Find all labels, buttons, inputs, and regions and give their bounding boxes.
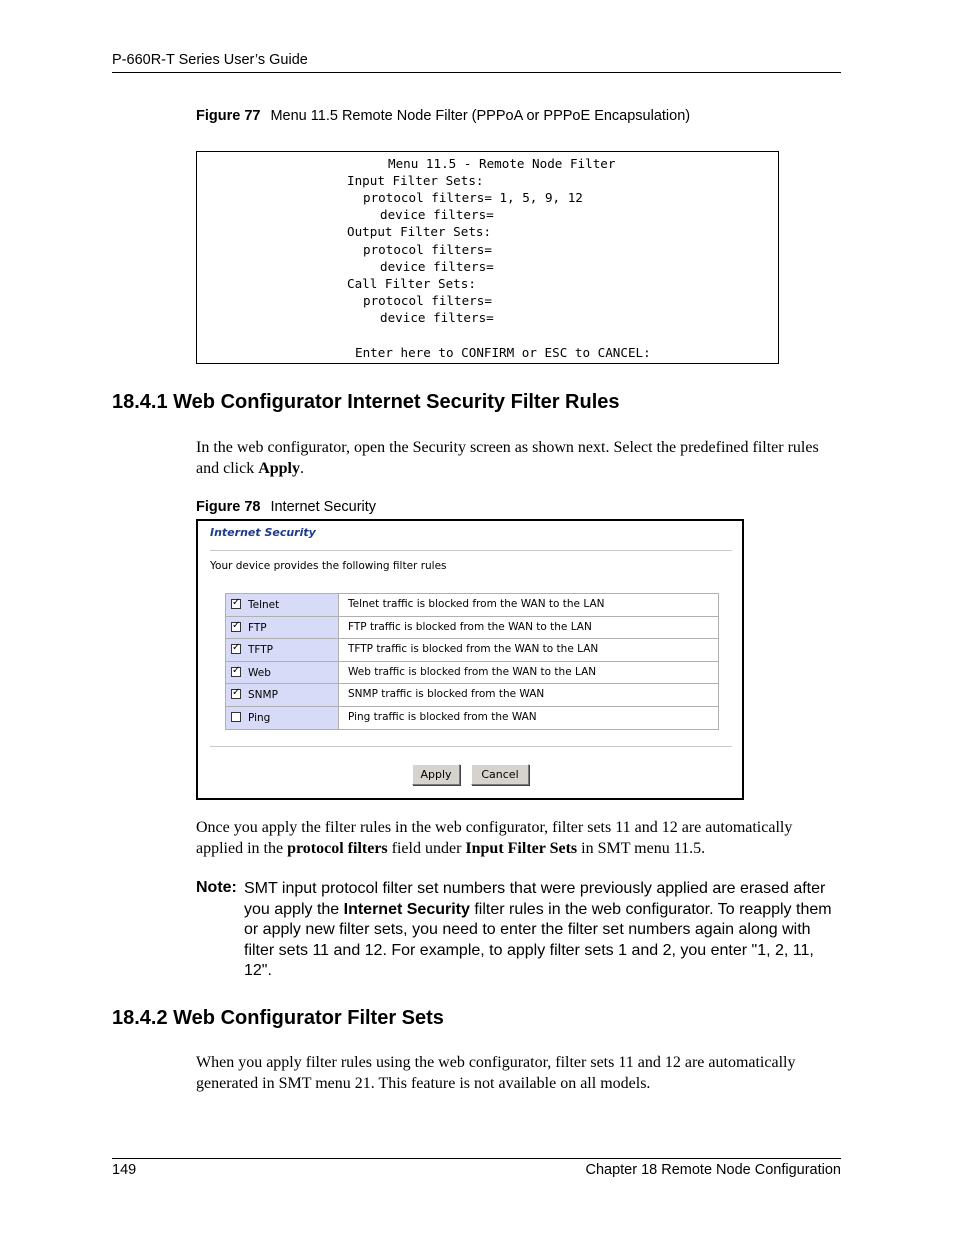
rule-description: Ping traffic is blocked from the WAN (348, 710, 537, 723)
description-cell (339, 707, 718, 730)
rule-description: TFTP traffic is blocked from the WAN to the LAN (348, 643, 599, 655)
paragraph-text: in SMT menu 11.5. (577, 839, 706, 857)
page-number: 149 (112, 1162, 137, 1178)
figure-78-title: Internet Security (270, 499, 377, 515)
note-bold: Internet Security (343, 900, 470, 918)
smt-line: protocol filters= 1, 5, 9, 12 (363, 190, 583, 205)
smt-line: Input Filter Sets: (347, 173, 484, 188)
smt-line: device filters= (380, 259, 494, 274)
description-cell (339, 639, 718, 661)
note-text: SMT input protocol filter set numbers that were previously applied are erased after you apply the (244, 880, 826, 918)
checkmark-icon: ✓ (232, 597, 241, 608)
running-header: P-660R-T Series User’s Guide (112, 52, 308, 68)
smt-line: Call Filter Sets: (347, 276, 476, 291)
paragraph-text: . (300, 459, 304, 477)
rule-cell (226, 707, 339, 730)
figure-77-label: Figure 77 (196, 108, 261, 124)
description-cell (339, 662, 718, 684)
rule-cell (226, 594, 339, 616)
rule-cell (226, 662, 339, 684)
rule-name: FTP (248, 621, 267, 634)
note-body (244, 879, 844, 982)
footer-rule (112, 1158, 841, 1159)
screen-intro-text: Your device provides the following filter rules (210, 560, 447, 572)
figure-77-caption (196, 108, 690, 124)
description-cell (339, 594, 718, 616)
section-heading-18-4-1: 18.4.1 Web Configurator Internet Security Filter Rules (112, 391, 620, 413)
paragraph-intro (196, 438, 841, 479)
paragraph-text: Once you apply the filter rules in the web configurator, filter sets 11 and 12 are automatically applied in the (196, 819, 793, 857)
rule-name: Ping (248, 711, 271, 724)
paragraph-bold: Apply (258, 459, 300, 477)
rule-description: SNMP traffic is blocked from the WAN (348, 688, 545, 700)
rule-cell (226, 617, 339, 639)
paragraph-bold: Input Filter Sets (465, 839, 578, 857)
note-text: filter rules in the web configurator. To reapply them or apply new filter sets, you need to enter the filter set numbers again along with filter sets 11 and 12. For example, to apply filter sets 1 and 2, you enter "1, 2, 11, 12". (244, 900, 832, 979)
tftp-checkbox[interactable] (231, 644, 241, 654)
smt-line: Output Filter Sets: (347, 224, 492, 239)
cancel-button[interactable]: Cancel (471, 764, 529, 785)
paragraph-text: field under (387, 839, 466, 857)
web-checkbox[interactable] (231, 664, 241, 677)
paragraph-apply-note (196, 818, 841, 859)
rule-cell (226, 684, 339, 706)
snmp-checkbox[interactable] (231, 689, 241, 699)
paragraph-bold: protocol filters (287, 839, 388, 857)
smt-prompt: Enter here to CONFIRM or ESC to CANCEL: (355, 345, 651, 360)
section-heading-18-4-2: 18.4.2 Web Configurator Filter Sets (112, 1007, 444, 1029)
title-divider (210, 550, 732, 551)
rule-description: FTP traffic is blocked from the WAN to the LAN (348, 620, 592, 633)
smt-menu-title: Menu 11.5 - Remote Node Filter (388, 156, 616, 171)
smt-line: device filters= (380, 207, 494, 222)
smt-menu-screen (196, 151, 779, 364)
screen-title: Internet Security (210, 526, 316, 539)
table-row (226, 684, 718, 707)
rule-description: Telnet traffic is blocked from the WAN to the LAN (348, 598, 605, 610)
rule-name: Telnet (248, 599, 280, 611)
rule-name: Web (248, 666, 271, 679)
checkmark-icon: ✓ (232, 642, 241, 653)
checkmark-icon: ✓ (232, 687, 241, 698)
smt-line: protocol filters= (363, 242, 492, 257)
figure-77-title: Menu 11.5 Remote Node Filter (PPPoA or PPPoE Encapsulation) (270, 108, 691, 124)
description-cell (339, 617, 718, 639)
chapter-title: Chapter 18 Remote Node Configuration (585, 1162, 841, 1178)
filter-rules-table (225, 593, 719, 730)
apply-button[interactable]: Apply (412, 764, 460, 785)
paragraph-filter-sets: When you apply filter rules using the web configurator, filter sets 11 and 12 are automatically generated in SMT menu 21. This feature is not available on all models. (196, 1054, 796, 1092)
smt-line: protocol filters= (363, 293, 492, 308)
header-rule (112, 72, 841, 73)
button-divider (210, 746, 732, 747)
checkmark-icon: ✓ (232, 619, 241, 631)
ping-checkbox[interactable] (231, 712, 241, 722)
checkmark-icon: ✓ (232, 664, 241, 676)
figure-78-label: Figure 78 (196, 499, 261, 515)
rule-name: SNMP (248, 689, 278, 701)
internet-security-screen (196, 519, 744, 800)
table-row (226, 639, 718, 662)
smt-line: device filters= (380, 310, 494, 325)
rule-cell (226, 639, 339, 661)
rule-name: TFTP (248, 644, 274, 656)
table-row (226, 662, 718, 685)
description-cell (339, 684, 718, 706)
telnet-checkbox[interactable] (231, 599, 241, 609)
table-row (226, 594, 718, 617)
rule-description: Web traffic is blocked from the WAN to the LAN (348, 665, 597, 678)
paragraph-text: In the web configurator, open the Security screen as shown next. Select the predefined filter rules and click (196, 439, 819, 477)
figure-78-caption (196, 499, 376, 515)
table-row (226, 707, 718, 730)
table-row (226, 617, 718, 640)
ftp-checkbox[interactable] (231, 619, 241, 632)
note-label: Note: (196, 879, 237, 896)
